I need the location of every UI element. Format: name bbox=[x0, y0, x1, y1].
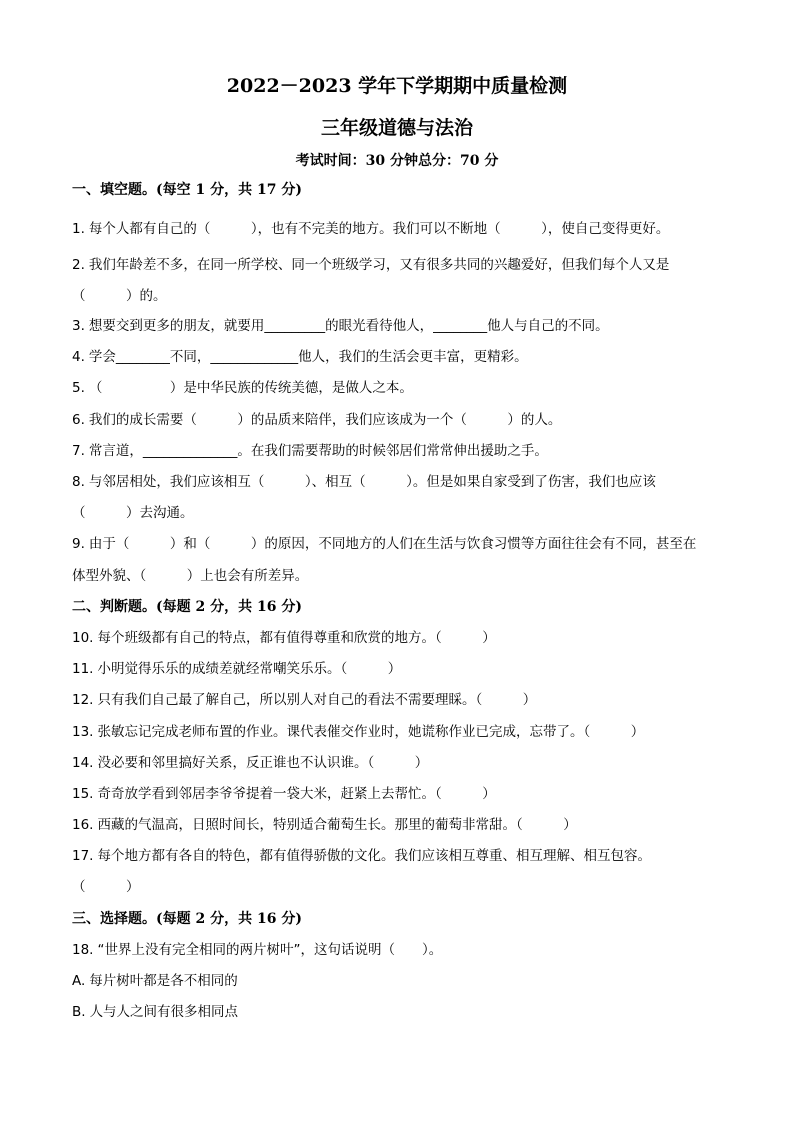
question-number: 2. bbox=[72, 257, 85, 273]
question-9 bbox=[72, 534, 696, 554]
section-heading-fill-in: 一、填空题。(每空 1 分，共 17 分) bbox=[72, 182, 302, 198]
question-2-cont: （ ）的。 bbox=[72, 288, 167, 304]
question-text: 学会________不同，_____________他人，我们的生活会更丰富，更精彩。 bbox=[88, 349, 528, 365]
question-text: 奇奇放学看到邻居李爷爷提着一袋大米，赶紧上去帮忙。（ ） bbox=[97, 786, 496, 802]
question-number: 1. bbox=[72, 221, 85, 237]
question-3 bbox=[72, 316, 609, 336]
question-1 bbox=[72, 219, 669, 239]
exam-subject: 三年级道德与法治 bbox=[320, 117, 473, 139]
question-8-cont: （ ）去沟通。 bbox=[72, 505, 194, 521]
question-number: 7. bbox=[72, 443, 85, 459]
question-number: 6. bbox=[72, 412, 85, 428]
question-text: 没必要和邻里搞好关系，反正谁也不认识谁。（ ） bbox=[97, 755, 429, 771]
question-14 bbox=[72, 753, 428, 773]
option-text: 人与人之间有很多相同点 bbox=[89, 1004, 239, 1020]
question-text: 想要交到更多的朋友，就要用_________的眼光看待他人，________他人与自己的不同。 bbox=[88, 318, 609, 334]
option-label: A. bbox=[72, 973, 86, 989]
question-number: 8. bbox=[72, 474, 85, 490]
option-label: B. bbox=[72, 1004, 86, 1020]
question-number: 15. bbox=[72, 786, 94, 802]
question-text: （ ）是中华民族的传统美德，是做人之本。 bbox=[88, 380, 413, 396]
question-number: 12. bbox=[72, 692, 94, 708]
question-text: 每个地方都有各自的特色，都有值得骄傲的文化。我们应该相互尊重、相互理解、相互包容。 bbox=[97, 848, 651, 864]
option-text: 每片树叶都是各不相同的 bbox=[89, 973, 238, 989]
question-number: 9. bbox=[72, 536, 85, 552]
question-17 bbox=[72, 846, 651, 866]
question-text: 我们年龄差不多，在同一所学校、同一个班级学习，又有很多共同的兴趣爱好，但我们每个人又是 bbox=[88, 257, 670, 273]
question-number: 11. bbox=[72, 661, 94, 677]
question-15 bbox=[72, 784, 496, 804]
question-11 bbox=[72, 659, 401, 679]
exam-info: 考试时间：30 分钟总分：70 分 bbox=[295, 153, 499, 169]
question-6 bbox=[72, 410, 561, 430]
option-b bbox=[72, 1002, 238, 1022]
option-a bbox=[72, 971, 238, 991]
question-number: 3. bbox=[72, 318, 85, 334]
question-17-cont: （ ） bbox=[72, 879, 140, 895]
question-number: 17. bbox=[72, 848, 94, 864]
question-number: 18. bbox=[72, 942, 94, 958]
question-text: 与邻居相处，我们应该相互（ ）、相互（ ）。但是如果自家受到了伤害，我们也应该 bbox=[88, 474, 656, 490]
question-10 bbox=[72, 628, 496, 648]
question-18 bbox=[72, 940, 442, 960]
question-text: 小明觉得乐乐的成绩差就经常嘲笑乐乐。（ ） bbox=[97, 661, 402, 677]
question-4 bbox=[72, 347, 528, 367]
question-13 bbox=[72, 722, 644, 742]
question-text: 常言道，______________。在我们需要帮助的时候邻居们常常伸出援助之手。 bbox=[88, 443, 548, 459]
question-text: 只有我们自己最了解自己，所以别人对自己的看法不需要理睬。（ ） bbox=[97, 692, 537, 708]
question-text: 由于（ ）和（ ）的原因，不同地方的人们在生活与饮食习惯等方面往往会有不同，甚至在 bbox=[88, 536, 697, 552]
section-heading-multiple-choice: 三、选择题。(每题 2 分，共 16 分) bbox=[72, 911, 302, 927]
question-5 bbox=[72, 378, 413, 398]
question-number: 10. bbox=[72, 630, 94, 646]
section-heading-true-false: 二、判断题。(每题 2 分，共 16 分) bbox=[72, 599, 302, 615]
question-number: 16. bbox=[72, 817, 94, 833]
question-text: 张敏忘记完成老师布置的作业。课代表催交作业时，她谎称作业已完成，忘带了。（ ） bbox=[97, 724, 645, 740]
question-8 bbox=[72, 472, 656, 492]
question-text: 西藏的气温高，日照时间长，特别适合葡萄生长。那里的葡萄非常甜。（ ） bbox=[97, 817, 577, 833]
question-12 bbox=[72, 690, 536, 710]
question-2 bbox=[72, 255, 669, 275]
question-number: 14. bbox=[72, 755, 94, 771]
question-text: “世界上没有完全相同的两片树叶”，这句话说明（ ）。 bbox=[97, 942, 443, 958]
question-text: 我们的成长需要（ ）的品质来陪伴，我们应该成为一个（ ）的人。 bbox=[88, 412, 562, 428]
question-number: 13. bbox=[72, 724, 94, 740]
exam-title: 2022－2023 学年下学期期中质量检测 bbox=[226, 75, 568, 97]
question-16 bbox=[72, 815, 577, 835]
question-9-cont: 体型外貌、（ ）上也会有所差异。 bbox=[72, 568, 309, 584]
question-text: 每个班级都有自己的特点，都有值得尊重和欣赏的地方。（ ） bbox=[97, 630, 496, 646]
question-number: 4. bbox=[72, 349, 85, 365]
question-number: 5. bbox=[72, 380, 85, 396]
question-7 bbox=[72, 441, 548, 461]
question-text: 每个人都有自己的（ ），也有不完美的地方。我们可以不断地（ ），使自己变得更好。 bbox=[88, 221, 670, 237]
